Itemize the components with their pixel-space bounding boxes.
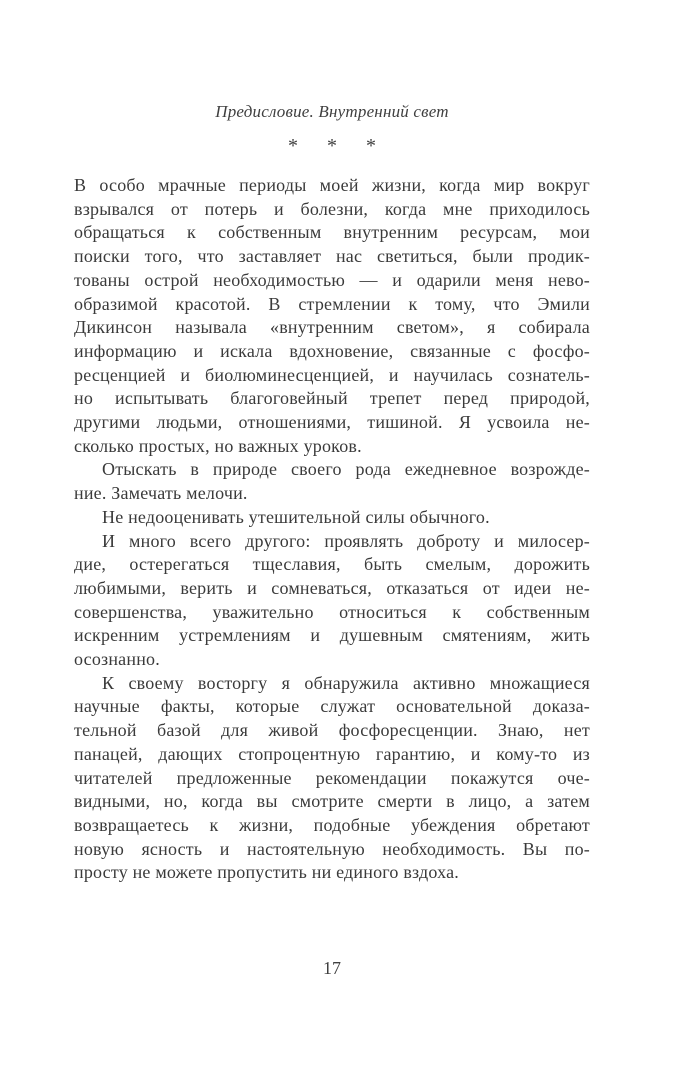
page-content — [74, 0, 590, 885]
section-separator: * * * — [288, 135, 376, 157]
text-line: дие, остерегаться тщеславия, быть смелым, дорожить — [74, 554, 590, 575]
text-line: тельной базой для живой фосфоресценции. Знаю, нет — [74, 720, 590, 741]
paragraph — [74, 530, 590, 672]
text-line: поиски того, что заставляет нас светиться, были продик- — [74, 246, 590, 267]
text-line: ние. Замечать мелочи. — [74, 483, 248, 504]
text-line: просту не можете пропустить ни единого вздоха. — [74, 862, 459, 883]
text-line: новую ясность и настоятельную необходимость. Вы по- — [74, 838, 590, 859]
text-line: образимой красотой. В стремлении к тому, что Эмили — [74, 293, 590, 314]
text-line: информацию и искала вдохновение, связанные с фосфо- — [74, 340, 590, 361]
text-line: К своему восторгу я обнаружила активно множащиеся — [102, 672, 590, 693]
text-line: тованы острой необходимостью — и одарили меня нево- — [74, 269, 590, 290]
text-line: Дикинсон называла «внутренним светом», я собирала — [74, 317, 590, 338]
text-line: читателей предложенные рекомендации покажутся оче- — [74, 767, 590, 788]
text-line: искренним устремлениям и душевным смятениям, жить — [74, 625, 590, 646]
text-line: В особо мрачные периоды моей жизни, когда мир вокруг — [74, 175, 590, 195]
text-line: И много всего другого: проявлять доброту и милосер- — [102, 530, 590, 551]
paragraph — [74, 506, 590, 530]
text-line: возвращаетесь к жизни, подобные убеждения обретают — [74, 814, 590, 835]
text-line: осознанно. — [74, 649, 160, 670]
text-line: обращаться к собственным внутренним ресурсам, мои — [74, 222, 590, 243]
paragraph — [74, 458, 590, 505]
paragraph — [74, 672, 590, 885]
text-line: но испытывать благоговейный трепет перед природой, — [74, 388, 590, 409]
text-line: любимыми, верить и сомневаться, отказаться от идеи не- — [74, 577, 590, 598]
page-body — [74, 174, 590, 885]
text-line: другими людьми, отношениями, тишиной. Я усвоила не- — [74, 412, 590, 433]
text-line: совершенства, уважительно относиться к собственным — [74, 601, 590, 622]
text-line: взрывался от потерь и болезни, когда мне приходилось — [74, 198, 590, 219]
text-line: видными, но, когда вы смотрите смерти в лицо, а затем — [74, 791, 590, 812]
text-line: сколько простых, но важных уроков. — [74, 435, 362, 456]
paragraph — [74, 174, 590, 458]
text-line: научные факты, которые служат основательной доказа- — [74, 696, 590, 717]
text-line: ресценцией и биолюминесценцией, и научилась сознатель- — [74, 364, 590, 385]
text-line: Отыскать в природе своего рода ежедневное возрожде- — [102, 459, 590, 480]
page-number: 17 — [323, 958, 341, 978]
text-line: Не недооценивать утешительной силы обычного. — [102, 506, 490, 527]
running-header: Предисловие. Внутренний свет — [215, 102, 449, 121]
text-line: панацей, дающих стопроцентную гарантию, и кому-то из — [74, 743, 590, 764]
